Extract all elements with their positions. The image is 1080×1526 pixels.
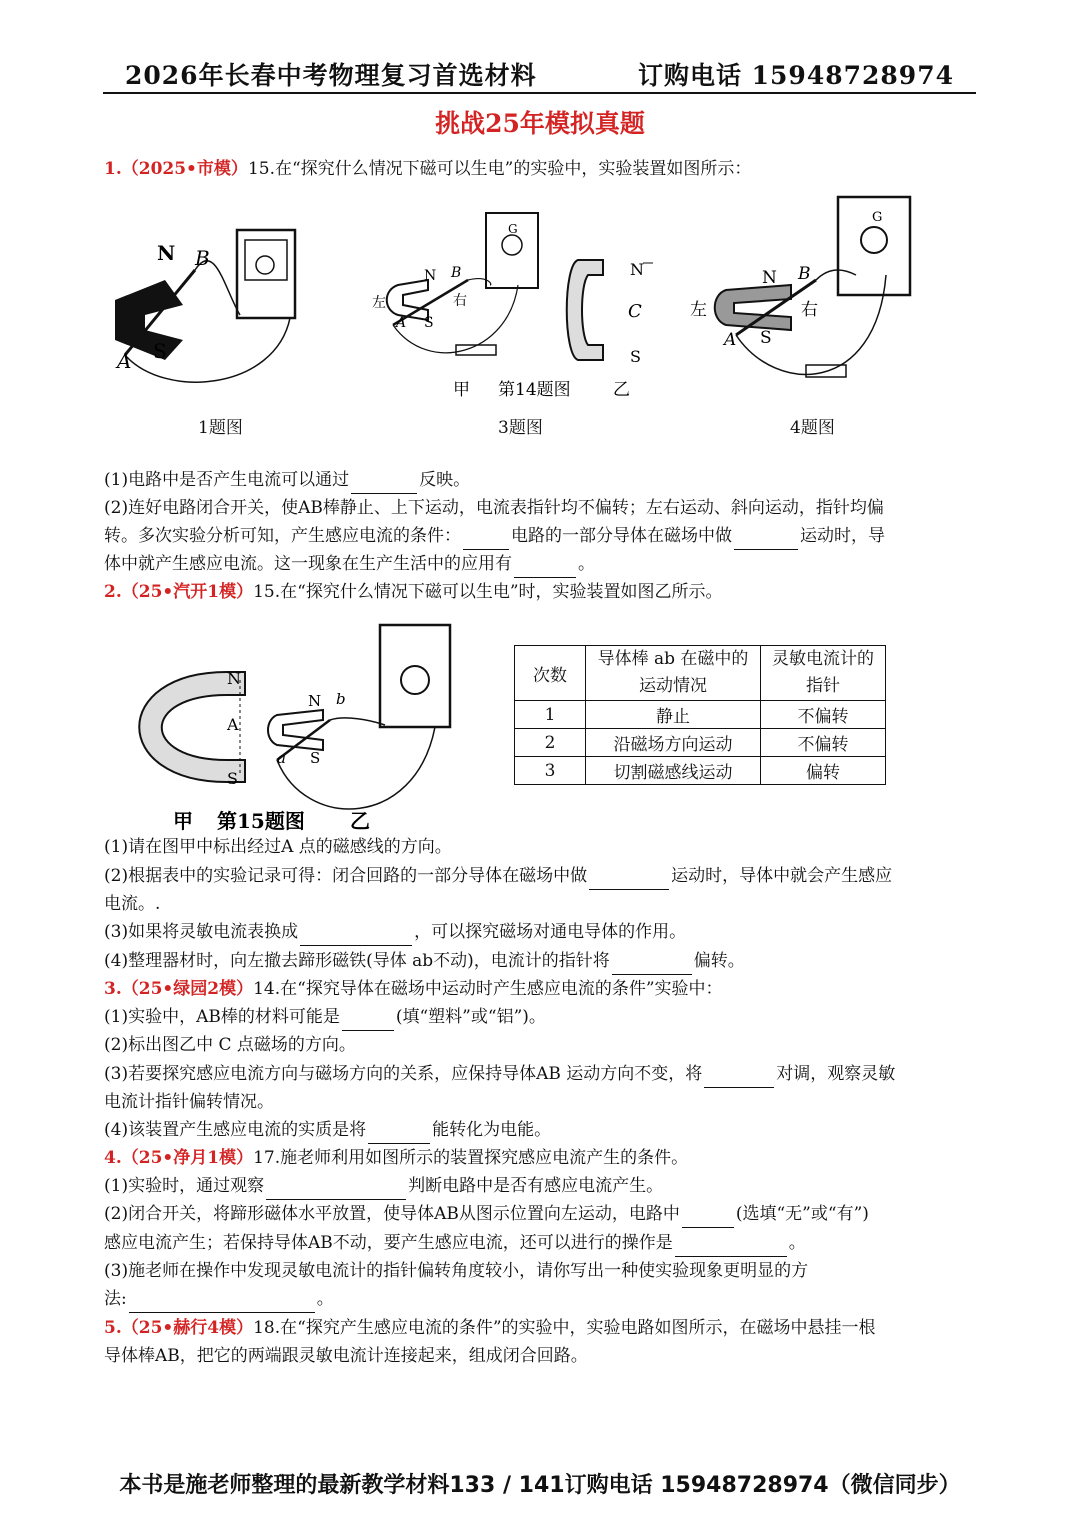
q2-blank-1[interactable]	[589, 871, 669, 890]
fig1-label-A: A	[117, 349, 132, 373]
q2-p4	[104, 947, 980, 975]
fig4-label-right: 右	[801, 300, 818, 320]
q4-p1-text-a: (1)实验时，通过观察	[104, 1176, 265, 1196]
fig1-label-S: S	[153, 339, 167, 363]
q2-p4-text-a: (4)整理器材时，向左撤去蹄形磁铁(导体 ab不动)，电流计的指针将	[104, 951, 610, 971]
q4-p3: (3)施老师在操作中发现灵敏电流计的指针偏转角度较小，请你写出一种使实验现象更明显的方	[104, 1261, 809, 1281]
q4-p2	[104, 1200, 980, 1228]
q4-blank-4[interactable]	[129, 1294, 315, 1313]
fig1-caption: 1题图	[198, 418, 243, 438]
q2-blank-3[interactable]	[612, 956, 692, 975]
q4-p3-text-c: 。	[316, 1289, 334, 1309]
q2-table-header	[515, 646, 886, 701]
fig4-wire-a	[816, 270, 856, 280]
fig3-wire-a	[468, 279, 491, 285]
page-header	[103, 52, 976, 94]
q4-p3-text-b: 法:	[104, 1289, 127, 1309]
fig15-wire-b	[277, 727, 435, 809]
q2-p3	[104, 918, 980, 946]
q2-p2-text-b: 运动时，导体中就会产生感应	[671, 866, 893, 886]
fig3-label-G: G	[508, 222, 518, 236]
q3-blank-1[interactable]	[342, 1012, 394, 1031]
q4-p2c	[104, 1229, 980, 1257]
q2-th-3	[761, 646, 886, 701]
q3-intro: 14.在“探究导体在磁场中运动时产生感应电流的条件”实验中：	[253, 979, 723, 999]
fig3-label-B: B	[451, 265, 462, 281]
fig3-caption: 3题图	[498, 418, 543, 438]
q2-p3-text-a: (3)如果将灵敏电流表换成	[104, 922, 299, 942]
q3-p4-text-a: (4)该装置产生感应电流的实质是将	[104, 1120, 367, 1140]
q3-p2: (2)标出图乙中 C 点磁场的方向。	[104, 1035, 356, 1055]
q3-p3c: 电流计指针偏转情况。	[104, 1092, 274, 1112]
q2-tag: 2.（25•汽开1模）	[104, 582, 254, 602]
q2-r2-c3: 不偏转	[761, 729, 886, 757]
q1-intro-line	[104, 155, 980, 183]
figure-4-diagram	[686, 195, 916, 405]
q5-intro-line	[104, 1314, 980, 1342]
q2-th-1-text: 次数	[533, 665, 567, 686]
q4-blank-3[interactable]	[675, 1238, 787, 1257]
q1-tag: 1.（2025•市模）	[104, 159, 248, 179]
fig3-meter-dial	[502, 235, 522, 255]
q1-p2-text-a: 转。多次实验分析可知，产生感应电流的条件：	[104, 526, 461, 546]
page-footer: 本书是施老师整理的最新教学材料133 / 141订购电话 15948728974（微信同步）	[119, 1473, 961, 1498]
q3-blank-2[interactable]	[704, 1069, 774, 1088]
figure-1-diagram	[105, 220, 305, 390]
q1-p2-text-c: 运动时，导	[800, 526, 885, 546]
fig15-meter	[380, 625, 450, 727]
table-row	[515, 757, 886, 785]
q2-p2c: 电流。.	[104, 894, 161, 914]
page-title: 挑战25年模拟真题	[435, 109, 645, 138]
q1-p2-line3	[104, 550, 980, 578]
fig15-jia-label-S: S	[227, 769, 238, 788]
table-row	[515, 701, 886, 729]
q1-blank-2[interactable]	[463, 531, 509, 550]
q3-blank-3[interactable]	[368, 1125, 430, 1144]
q2-r2-c2: 沿磁场方向运动	[586, 729, 761, 757]
q2-th-2-l1: 导体棒 ab 在磁中的	[597, 649, 749, 669]
q4-p2-text-a: (2)闭合开关，将蹄形磁体水平放置，使导体AB从图示位置向左运动，电路中	[104, 1204, 680, 1224]
q4-p2-text-b: (选填“无”或“有”)	[735, 1204, 869, 1224]
figure-3-diagram	[368, 205, 668, 405]
q2-blank-2[interactable]	[300, 927, 412, 946]
q4-p2-text-d: 。	[788, 1233, 806, 1253]
q2-th-3-l1: 灵敏电流计的	[772, 649, 874, 669]
q4-blank-2[interactable]	[682, 1209, 734, 1228]
fig3-yi-label-S: S	[630, 347, 641, 366]
q2-p2-text-a: (2)根据表中的实验记录可得：闭合回路的一部分导体在磁场中做	[104, 866, 588, 886]
fig15-meter-dial	[401, 666, 429, 694]
fig1-label-B: B	[195, 246, 210, 270]
fig15-jia-label-N: N	[227, 669, 241, 688]
q2-r2-c1: 2	[515, 729, 586, 757]
fig3-label-14: 第14题图	[498, 380, 571, 400]
fig4-label-G: G	[872, 210, 883, 225]
q4-intro: 17.施老师利用如图所示的装置探究感应电流产生的条件。	[253, 1148, 689, 1168]
fig4-label-B: B	[798, 264, 811, 284]
q2-r1-c3: 不偏转	[761, 701, 886, 729]
fig3-label-S: S	[424, 315, 434, 331]
q5-line2: 导体棒AB，把它的两端跟灵敏电流计连接起来，组成闭合回路。	[104, 1346, 588, 1366]
q1-p2-line2	[104, 522, 980, 550]
fig15-yi-label-N: N	[308, 692, 322, 710]
fig3-yi-label-C: C	[628, 301, 642, 322]
fig3-label-A: A	[396, 315, 407, 331]
q2-p2	[104, 862, 980, 890]
fig3-label-right: 右	[453, 293, 467, 309]
fig4-label-N: N	[762, 268, 777, 288]
q1-intro: 15.在“探究什么情况下磁可以生电”的实验中，实验装置如图所示：	[247, 159, 752, 179]
header-title: 2026年长春中考物理复习首选材料	[125, 61, 537, 90]
q3-p3-text-a: (3)若要探究感应电流方向与磁场方向的关系，应保持导体AB 运动方向不变，将	[104, 1064, 703, 1084]
fig4-caption: 4题图	[790, 418, 835, 438]
table-row	[515, 729, 886, 757]
q2-intro: 15.在“探究什么情况下磁可以生电”时，实验装置如图乙所示。	[253, 582, 723, 602]
q4-blank-1[interactable]	[266, 1181, 406, 1200]
q5-intro: 18.在“探究产生感应电流的条件”的实验中，实验电路如图所示，在磁场中悬挂一根	[253, 1318, 876, 1338]
q4-p1-text-b: 判断电路中是否有感应电流产生。	[408, 1176, 664, 1196]
fig1-magnet	[115, 280, 183, 360]
q2-th-1	[515, 646, 586, 701]
q3-p3-text-b: 对调，观察灵敏	[776, 1064, 896, 1084]
fig3-label-N: N	[424, 268, 437, 284]
q3-tag: 3.（25•绿园2模）	[104, 979, 254, 999]
q2-r3-c3: 偏转	[761, 757, 886, 785]
q3-p1-text-b: (填“塑料”或“铝”)。	[395, 1007, 546, 1027]
fig3-magnet-yi	[567, 260, 603, 360]
q3-p3	[104, 1060, 980, 1088]
q2-r3-c2: 切割磁感线运动	[586, 757, 761, 785]
fig1-label-N: N	[157, 241, 176, 265]
q1-blank-3[interactable]	[734, 531, 798, 550]
q4-p2-text-c: 感应电流产生；若保持导体AB不动，要产生感应电流，还可以进行的操作是	[104, 1233, 673, 1253]
q1-p1-end: 反映。	[419, 470, 471, 490]
q2-th-3-l2: 指针	[806, 676, 840, 696]
q4-intro-line	[104, 1144, 980, 1172]
q4-p1	[104, 1172, 980, 1200]
q3-p4	[104, 1116, 980, 1144]
q2-r1-c2: 静止	[586, 701, 761, 729]
q3-p1-text-a: (1)实验中，AB棒的材料可能是	[104, 1007, 340, 1027]
q2-r3-c1: 3	[515, 757, 586, 785]
q3-p1	[104, 1003, 980, 1031]
q2-th-2-l2: 运动情况	[639, 676, 707, 696]
fig15-yi-label-S: S	[310, 749, 321, 767]
q3-p4-text-b: 能转化为电能。	[432, 1120, 552, 1140]
fig15-jia-label-A: A	[227, 715, 239, 734]
q2-intro-line	[104, 578, 980, 606]
q4-tag: 4.（25•净月1模）	[104, 1148, 254, 1168]
fig1-meter-dial	[256, 256, 274, 274]
fig3-label-jia: 甲	[453, 380, 470, 400]
q2-p3-text-b: ，可以探究磁场对通电导体的作用。	[414, 922, 687, 942]
q2-th-2	[586, 646, 761, 701]
q4-p3b	[104, 1285, 980, 1313]
fig4-meter-dial	[861, 227, 887, 253]
q2-r1-c1: 1	[515, 701, 586, 729]
fig3-label-left: 左	[372, 295, 386, 311]
q5-tag: 5.（25•赫行4模）	[104, 1318, 254, 1338]
fig4-label-left: 左	[690, 300, 707, 320]
figure-15-diagram	[115, 620, 460, 835]
q2-p1: (1)请在图甲中标出经过A 点的磁感线的方向。	[104, 837, 452, 857]
q1-blank-1[interactable]	[351, 475, 417, 494]
q3-intro-line	[104, 975, 980, 1003]
q2-table	[514, 645, 886, 785]
fig3-switch	[456, 345, 496, 355]
header-phone: 订购电话 15948728974	[637, 61, 954, 90]
q1-p2-line1: (2)连好电路闭合开关，使AB棒静止、上下运动，电流表指针均不偏转；左右运动、斜向运动，指针均偏	[104, 498, 884, 518]
q1-p1-text: (1)电路中是否产生电流可以通过	[104, 470, 350, 490]
fig3-yi-label-N: N	[630, 260, 644, 279]
fig4-label-A: A	[724, 330, 737, 350]
fig15-label-yi: 乙	[350, 809, 370, 833]
fig15-wire-a	[330, 718, 385, 725]
q1-p2-text-b: 电路的一部分导体在磁场中做	[511, 526, 732, 546]
fig3-magnet-jia	[387, 280, 428, 320]
q1-blank-4[interactable]	[514, 559, 576, 578]
fig15-label-15: 第15题图	[217, 809, 305, 833]
q1-p2-text-e: 。	[578, 554, 595, 574]
q1-p1	[104, 466, 980, 494]
fig15-label-jia: 甲	[173, 809, 193, 833]
fig3-label-yi: 乙	[613, 380, 630, 400]
q1-p2-text-d: 体中就产生感应电流。这一现象在生产生活中的应用有	[104, 554, 512, 574]
fig15-yi-label-b: b	[336, 690, 346, 708]
fig15-yi-label-a: a	[277, 749, 286, 767]
fig4-label-S: S	[760, 328, 772, 348]
q2-p4-text-b: 偏转。	[693, 951, 745, 971]
